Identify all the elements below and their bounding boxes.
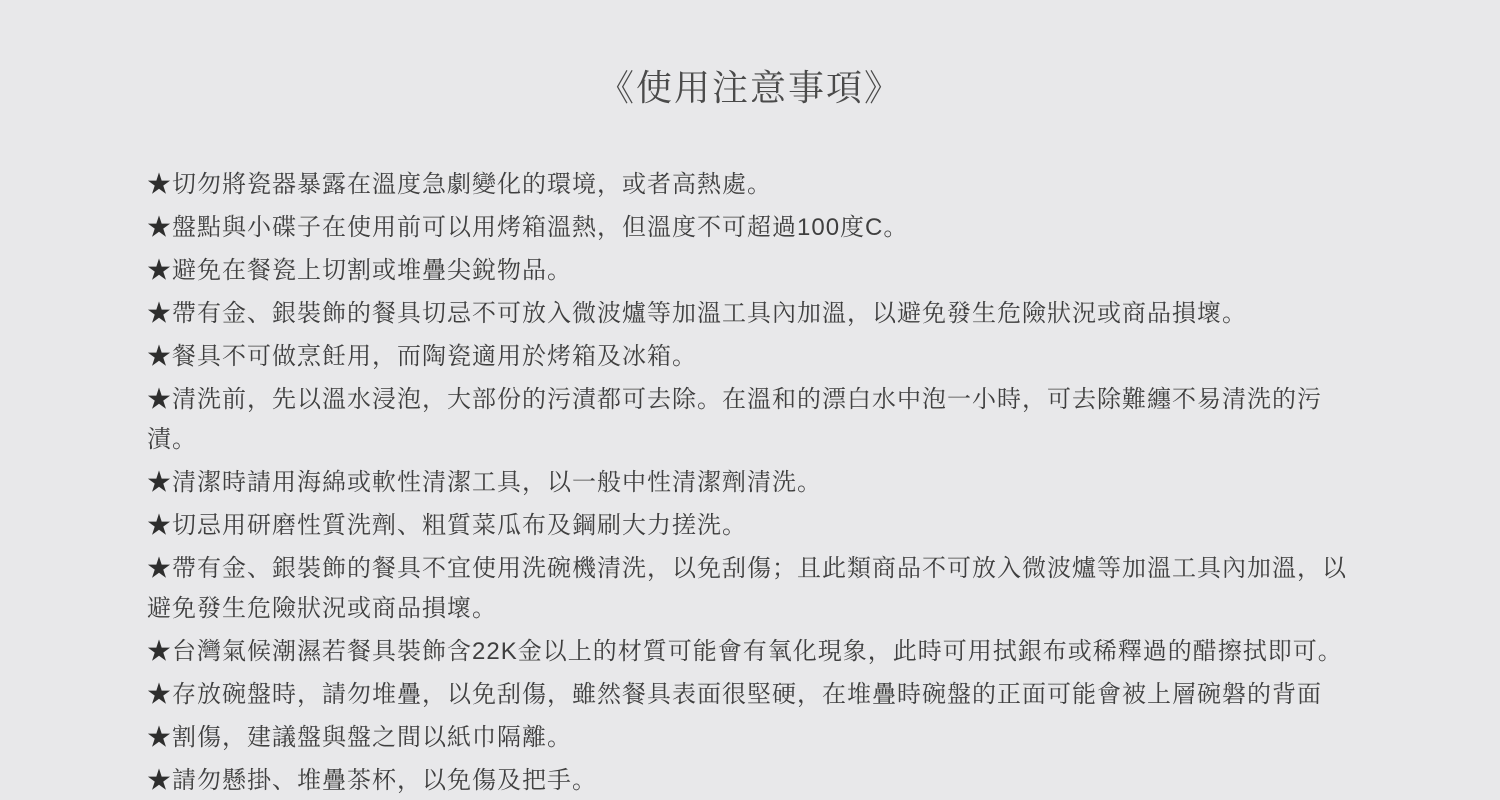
notice-item [147,251,1362,291]
notice-item-text: 餐具不可做烹飪用，而陶瓷適用於烤箱及冰箱。 [172,343,697,370]
notice-item-text: 帶有金、銀裝飾的餐具不宜使用洗碗機清洗，以免刮傷；且此類商品不可放入微波爐等加溫工具內加溫，以避免發生危險狀況或商品損壞。 [147,555,1347,622]
notice-item [147,761,1362,800]
notice-item [147,675,1362,715]
star-bullet-icon: ★ [147,214,172,241]
star-bullet-icon: ★ [147,257,172,284]
star-bullet-icon: ★ [147,386,172,413]
notice-item-text: 清洗前，先以溫水浸泡，大部份的污漬都可去除。在溫和的漂白水中泡一小時，可去除難纏不易清洗的污漬。 [147,386,1322,453]
notice-item-text: 避免在餐瓷上切割或堆疊尖銳物品。 [172,257,572,284]
notice-item [147,549,1362,629]
notice-item-text: 清潔時請用海綿或軟性清潔工具，以一般中性清潔劑清洗。 [172,469,822,496]
notice-item [147,294,1362,334]
notice-item-text: 請勿懸掛、堆疊茶杯，以免傷及把手。 [172,767,597,794]
star-bullet-icon: ★ [147,512,172,539]
star-bullet-icon: ★ [147,767,172,794]
star-bullet-icon: ★ [147,555,172,582]
notice-item-text: 盤點與小碟子在使用前可以用烤箱溫熱，但溫度不可超過100度C。 [172,214,909,241]
star-bullet-icon: ★ [147,300,172,327]
star-bullet-icon: ★ [147,343,172,370]
star-bullet-icon: ★ [147,638,172,665]
notice-item [147,165,1362,205]
notice-item-text: 切忌用研磨性質洗劑、粗質菜瓜布及鋼刷大力搓洗。 [172,512,747,539]
notice-item-text: 帶有金、銀裝飾的餐具切忌不可放入微波爐等加溫工具內加溫，以避免發生危險狀況或商品損壞。 [172,300,1247,327]
notice-item [147,506,1362,546]
notice-item [147,718,1362,758]
notice-item-text: 切勿將瓷器暴露在溫度急劇變化的環境，或者高熱處。 [172,171,772,198]
notice-item [147,380,1362,460]
star-bullet-icon: ★ [147,171,172,198]
notice-item [147,208,1362,248]
page-title: 《使用注意事項》 [597,67,902,108]
notice-list [147,165,1362,800]
star-bullet-icon: ★ [147,724,172,751]
star-bullet-icon: ★ [147,469,172,496]
notice-item-text: 存放碗盤時，請勿堆疊，以免刮傷，雖然餐具表面很堅硬，在堆疊時碗盤的正面可能會被上層碗磐的背面 [172,681,1322,708]
notice-item [147,632,1362,672]
notice-item [147,463,1362,503]
notice-item-text: 台灣氣候潮濕若餐具裝飾含22K金以上的材質可能會有氧化現象，此時可用拭銀布或稀釋過的醋擦拭即可。 [172,638,1343,665]
star-bullet-icon: ★ [147,681,172,708]
notice-item [147,337,1362,377]
notice-item-text: 割傷，建議盤與盤之間以紙巾隔離。 [172,724,572,751]
